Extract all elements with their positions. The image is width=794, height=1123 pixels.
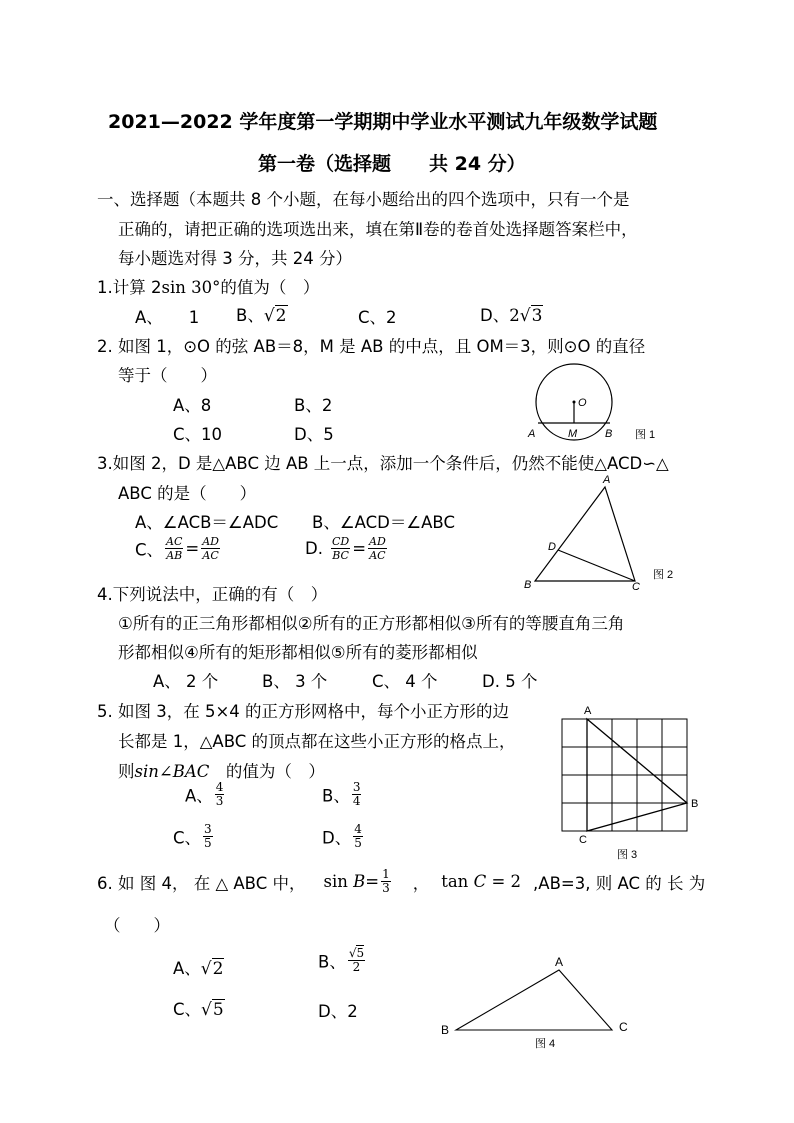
fraction bbox=[215, 781, 225, 808]
denominator: AB bbox=[166, 549, 183, 562]
q6-tan-c bbox=[441, 872, 521, 891]
q6-option-d-label: D、 bbox=[318, 1002, 348, 1021]
denominator: BC bbox=[332, 549, 349, 562]
radicand: 5 bbox=[356, 946, 365, 960]
numerator: AD bbox=[202, 535, 219, 548]
q3-option-c-label: C、 bbox=[135, 540, 164, 560]
sqrt-icon: √2 bbox=[200, 959, 224, 979]
numerator: CD bbox=[331, 535, 350, 548]
q6-option-b[interactable] bbox=[318, 947, 367, 974]
label-c: C bbox=[579, 834, 587, 846]
q5-stem-line-1: 5. 如图 3，在 5×4 的正方形网格中，每个小正方形的边 bbox=[97, 702, 510, 721]
numerator: √5 bbox=[348, 946, 365, 960]
exam-title: 2021—2022 学年度第一学期期中学业水平测试九年级数学试题 bbox=[108, 111, 658, 133]
var-c: C bbox=[473, 872, 487, 891]
q5-stem-prefix: 则 bbox=[118, 762, 135, 781]
q2-option-b[interactable]: B、2 bbox=[294, 396, 333, 415]
q1-option-d-label: D、 bbox=[480, 306, 510, 325]
numerator: 4 bbox=[354, 822, 362, 836]
q2-option-d[interactable]: D、5 bbox=[294, 425, 334, 444]
label-b: B bbox=[605, 428, 613, 440]
q5-option-d[interactable] bbox=[322, 823, 365, 850]
section-title: 第一卷（选择题 共 24 分） bbox=[258, 153, 526, 175]
sin-text: sin bbox=[323, 872, 348, 891]
fraction bbox=[368, 535, 387, 562]
fraction bbox=[331, 535, 350, 562]
denominator: 2 bbox=[352, 960, 361, 974]
q3-option-b[interactable]: B、∠ACD＝∠ABC bbox=[312, 513, 455, 532]
q5-option-b[interactable] bbox=[322, 781, 363, 808]
q6-stem-line-1 bbox=[97, 867, 706, 895]
q2-option-c[interactable]: C、10 bbox=[173, 425, 223, 444]
q1-stem-expr: sin 30° bbox=[161, 278, 221, 297]
denominator: AC bbox=[369, 549, 386, 562]
q1-option-d-coef: 2 bbox=[509, 306, 520, 325]
figure-2-caption: 图 2 bbox=[653, 569, 674, 581]
q1-stem-suffix: 的值为（ ） bbox=[220, 278, 320, 297]
q5-option-c[interactable] bbox=[173, 823, 215, 850]
q5-option-a[interactable] bbox=[185, 781, 226, 808]
q6-option-d-value: 2 bbox=[347, 1002, 358, 1021]
q1-option-c[interactable] bbox=[358, 304, 397, 328]
q6-stem-line-2: （ ） bbox=[104, 916, 170, 935]
q5-stem-line-3 bbox=[118, 758, 325, 782]
label-b: B bbox=[524, 579, 532, 591]
grid-lines bbox=[562, 719, 687, 831]
q4-stem-line-2: ①所有的正三角形都相似②所有的正方形都相似③所有的等腰直角三角 bbox=[118, 614, 625, 633]
numerator: 3 bbox=[352, 780, 361, 794]
q6-stem-suffix: ,AB=3, 则 AC 的 长 为 bbox=[533, 873, 706, 893]
fraction bbox=[203, 823, 213, 850]
center-point bbox=[573, 401, 576, 404]
triangle-abc bbox=[535, 487, 635, 581]
q1-option-a-label: A、 bbox=[135, 308, 163, 327]
fraction bbox=[348, 947, 365, 974]
tan-value: = 2 bbox=[491, 872, 522, 891]
q3-stem-line-2: ABC 的是（ ） bbox=[118, 484, 257, 503]
figure-1-caption: 图 1 bbox=[635, 429, 656, 441]
numerator: AD bbox=[369, 535, 386, 548]
label-m: M bbox=[568, 428, 578, 440]
q2-stem-line-1: 2. 如图 1，⊙O 的弦 AB＝8，M 是 AB 的中点，且 OM＝3，则⊙O 的直径 bbox=[97, 337, 646, 356]
q4-option-c[interactable]: C、 4 个 bbox=[372, 672, 438, 691]
radicand: 5 bbox=[212, 1000, 224, 1020]
q1-option-b-label: B、 bbox=[236, 306, 264, 325]
q6-option-d[interactable] bbox=[318, 998, 358, 1022]
fraction bbox=[201, 535, 220, 562]
equals: = bbox=[185, 539, 200, 558]
figure-3-caption: 图 3 bbox=[617, 849, 638, 861]
q3-stem-line-1: 3.如图 2，D 是△ABC 边 AB 上一点，添加一个条件后，仍然不能使△ACD∽△ bbox=[97, 454, 669, 473]
segment-cd bbox=[558, 550, 635, 581]
label-c: C bbox=[632, 581, 640, 593]
figure-1-circle bbox=[520, 360, 670, 445]
q6-option-a-label: A、 bbox=[173, 959, 201, 978]
label-d: D bbox=[548, 541, 556, 553]
q3-option-d-label: D. bbox=[305, 539, 323, 558]
var-b: B bbox=[353, 872, 366, 891]
fraction bbox=[381, 868, 391, 895]
tan-text: tan bbox=[441, 872, 469, 891]
denominator: 4 bbox=[352, 794, 361, 808]
q1-option-b[interactable] bbox=[236, 302, 288, 326]
q5-option-b-label: B、 bbox=[322, 786, 350, 806]
instruction-line-3: 每小题选对得 3 分，共 24 分） bbox=[118, 249, 352, 268]
denominator: 3 bbox=[382, 881, 390, 895]
q1-option-d-radicand: 3 bbox=[531, 306, 543, 326]
denominator: 5 bbox=[354, 836, 362, 850]
q2-stem-line-2: 等于（ ） bbox=[118, 366, 217, 385]
q4-option-d[interactable]: D. 5 个 bbox=[482, 672, 538, 691]
numerator: 4 bbox=[215, 780, 224, 794]
q5-option-d-label: D、 bbox=[322, 828, 352, 848]
q3-option-a[interactable]: A、∠ACB＝∠ADC bbox=[135, 513, 279, 532]
label-b: B bbox=[441, 1023, 450, 1037]
q1-option-a-value: 1 bbox=[188, 308, 200, 327]
q1-option-c-label: C、 bbox=[358, 308, 387, 327]
sqrt-icon: √3 bbox=[519, 306, 543, 326]
q1-option-b-radicand: 2 bbox=[275, 306, 287, 326]
q6-option-c[interactable] bbox=[173, 996, 225, 1020]
q1-option-d[interactable] bbox=[480, 302, 543, 326]
q4-option-a[interactable]: A、 2 个 bbox=[153, 672, 219, 691]
q2-option-a[interactable]: A、8 bbox=[173, 396, 212, 415]
q6-option-c-label: C、 bbox=[173, 1000, 202, 1019]
q3-option-d[interactable] bbox=[305, 535, 389, 562]
figure-2-triangle bbox=[515, 470, 685, 593]
label-a: A bbox=[603, 474, 611, 486]
q3-option-c[interactable] bbox=[135, 535, 222, 562]
denominator: 3 bbox=[215, 794, 224, 808]
fraction bbox=[165, 535, 183, 562]
fraction bbox=[352, 781, 362, 808]
q1-option-a[interactable] bbox=[135, 304, 199, 328]
numerator: 3 bbox=[204, 822, 212, 836]
q5-stem-suffix: 的值为（ ） bbox=[209, 762, 325, 781]
label-c: C bbox=[619, 1020, 628, 1034]
q1-stem bbox=[97, 274, 319, 298]
label-o: O bbox=[578, 397, 587, 409]
q1-option-c-value: 2 bbox=[386, 308, 397, 327]
fraction bbox=[353, 823, 363, 850]
q4-stem-line-1: 4.下列说法中，正确的有（ ） bbox=[97, 585, 328, 604]
figure-4-triangle bbox=[435, 950, 640, 1055]
equals: = bbox=[352, 539, 367, 558]
denominator: AC bbox=[202, 549, 219, 562]
q5-option-a-label: A、 bbox=[185, 786, 213, 806]
denominator: 5 bbox=[204, 836, 212, 850]
triangle-abc bbox=[456, 970, 612, 1030]
comma: ， bbox=[412, 873, 430, 893]
q5-option-c-label: C、 bbox=[173, 828, 202, 848]
label-a: A bbox=[584, 705, 592, 717]
sqrt-icon: √2 bbox=[263, 306, 287, 326]
figure-3-grid bbox=[556, 700, 716, 865]
numerator: AC bbox=[166, 535, 183, 548]
label-a: A bbox=[528, 428, 536, 440]
q4-option-b[interactable]: B、 3 个 bbox=[262, 672, 328, 691]
q1-stem-prefix: 1.计算 2 bbox=[97, 278, 162, 297]
instruction-line-2: 正确的，请把正确的选项选出来，填在第Ⅱ卷的卷首处选择题答案栏中， bbox=[118, 220, 638, 239]
q6-stem-prefix: 6. 如 图 4， 在 △ ABC 中， bbox=[97, 873, 306, 893]
equals: = bbox=[365, 872, 380, 891]
q5-stem-line-2: 长都是 1，△ABC 的顶点都在这些小正方形的格点上， bbox=[118, 732, 516, 751]
q6-option-b-label: B、 bbox=[318, 952, 346, 972]
q4-stem-line-3: 形都相似④所有的矩形都相似⑤所有的菱形都相似 bbox=[118, 643, 478, 662]
sqrt-icon: √5 bbox=[201, 1000, 224, 1020]
radicand: 2 bbox=[212, 959, 224, 979]
label-a: A bbox=[555, 955, 564, 969]
q6-option-a[interactable] bbox=[173, 955, 224, 979]
q5-stem-expr: sin∠BAC bbox=[134, 762, 210, 781]
numerator: 1 bbox=[382, 867, 390, 881]
label-b: B bbox=[691, 798, 699, 810]
q6-sin-b bbox=[323, 872, 379, 891]
instruction-line-1: 一、选择题（本题共 8 个小题，在每小题给出的四个选项中，只有一个是 bbox=[97, 190, 630, 209]
figure-4-caption: 图 4 bbox=[535, 1038, 556, 1050]
